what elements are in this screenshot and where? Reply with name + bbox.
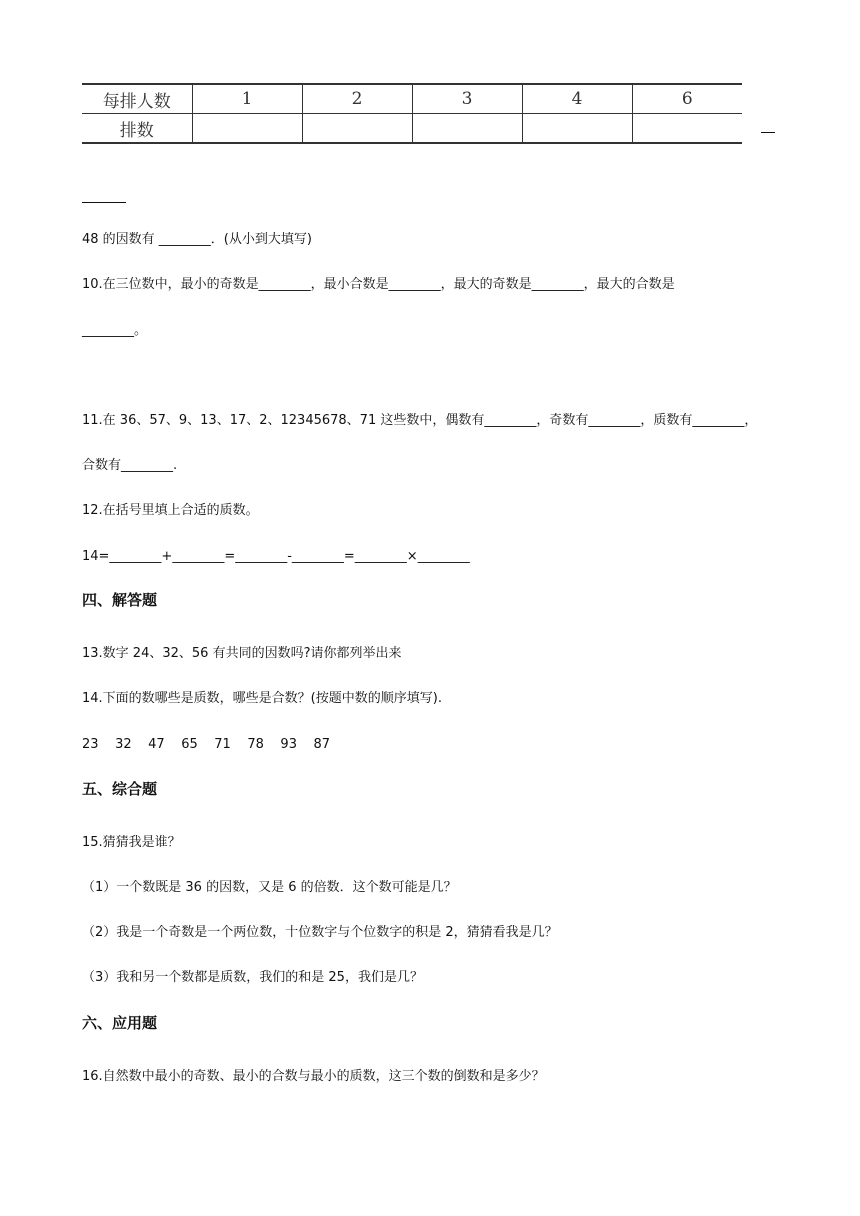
question-12: 12.在括号里填上合适的质数。 xyxy=(82,503,259,518)
table-cell-blank xyxy=(192,114,302,144)
question-15-part-3: （3）我和另一个数都是质数，我们的和是 25，我们是几？ xyxy=(82,970,423,985)
table-cell: 4 xyxy=(522,84,632,114)
table-cell: 6 xyxy=(632,84,742,114)
question-14-numbers: 23 32 47 65 71 78 93 87 xyxy=(82,737,331,752)
question-10-line-2: ________。 xyxy=(82,323,148,338)
question-15-part-1: （1）一个数既是 36 的因数，又是 6 的倍数．这个数可能是几？ xyxy=(82,880,457,895)
question-15: 15.猜猜我是谁？ xyxy=(82,835,181,850)
question-48-factors: 48 的因数有 ________．(从小到大填写) xyxy=(82,232,312,247)
table-cell: 2 xyxy=(302,84,412,114)
table-header-cell: 排数 xyxy=(82,114,192,144)
table-cell-blank xyxy=(412,114,522,144)
answer-blank-line xyxy=(761,132,775,133)
question-10-line-1: 10.在三位数中，最小的奇数是________，最小合数是________，最大的奇数是________，最大的合数是 xyxy=(82,277,675,292)
section-heading-6: 六、应用题 xyxy=(82,1014,158,1032)
table-row xyxy=(82,114,742,144)
question-11-line-2: 合数有________. xyxy=(82,458,178,473)
question-13: 13.数字 24、32、56 有共同的因数吗?请你都列举出来 xyxy=(82,646,402,661)
question-15-part-2: （2）我是一个奇数是一个两位数，十位数字与个位数字的积是 2，猜猜看我是几？ xyxy=(82,925,558,940)
table-cell: 1 xyxy=(192,84,302,114)
section-heading-5: 五、综合题 xyxy=(82,780,158,798)
table-cell-blank xyxy=(632,114,742,144)
question-12-equation: 14=________+________=________-________=________×________ xyxy=(82,549,470,564)
question-11-line-1: 11.在 36、57、9、13、17、2、12345678、71 这些数中，偶数有________，奇数有________，质数有________， xyxy=(82,413,758,428)
table-header-cell: 每排人数 xyxy=(82,84,192,114)
table-cell-blank xyxy=(302,114,412,144)
table-cell-blank xyxy=(522,114,632,144)
section-heading-4: 四、解答题 xyxy=(82,591,158,609)
people-per-row-table xyxy=(82,83,742,144)
table-cell: 3 xyxy=(412,84,522,114)
table-row xyxy=(82,84,742,114)
question-14: 14.下面的数哪些是质数，哪些是合数？(按题中数的顺序填写). xyxy=(82,691,442,706)
answer-blank-line xyxy=(82,202,126,203)
question-16: 16.自然数中最小的奇数、最小的合数与最小的质数，这三个数的倒数和是多少？ xyxy=(82,1069,545,1084)
